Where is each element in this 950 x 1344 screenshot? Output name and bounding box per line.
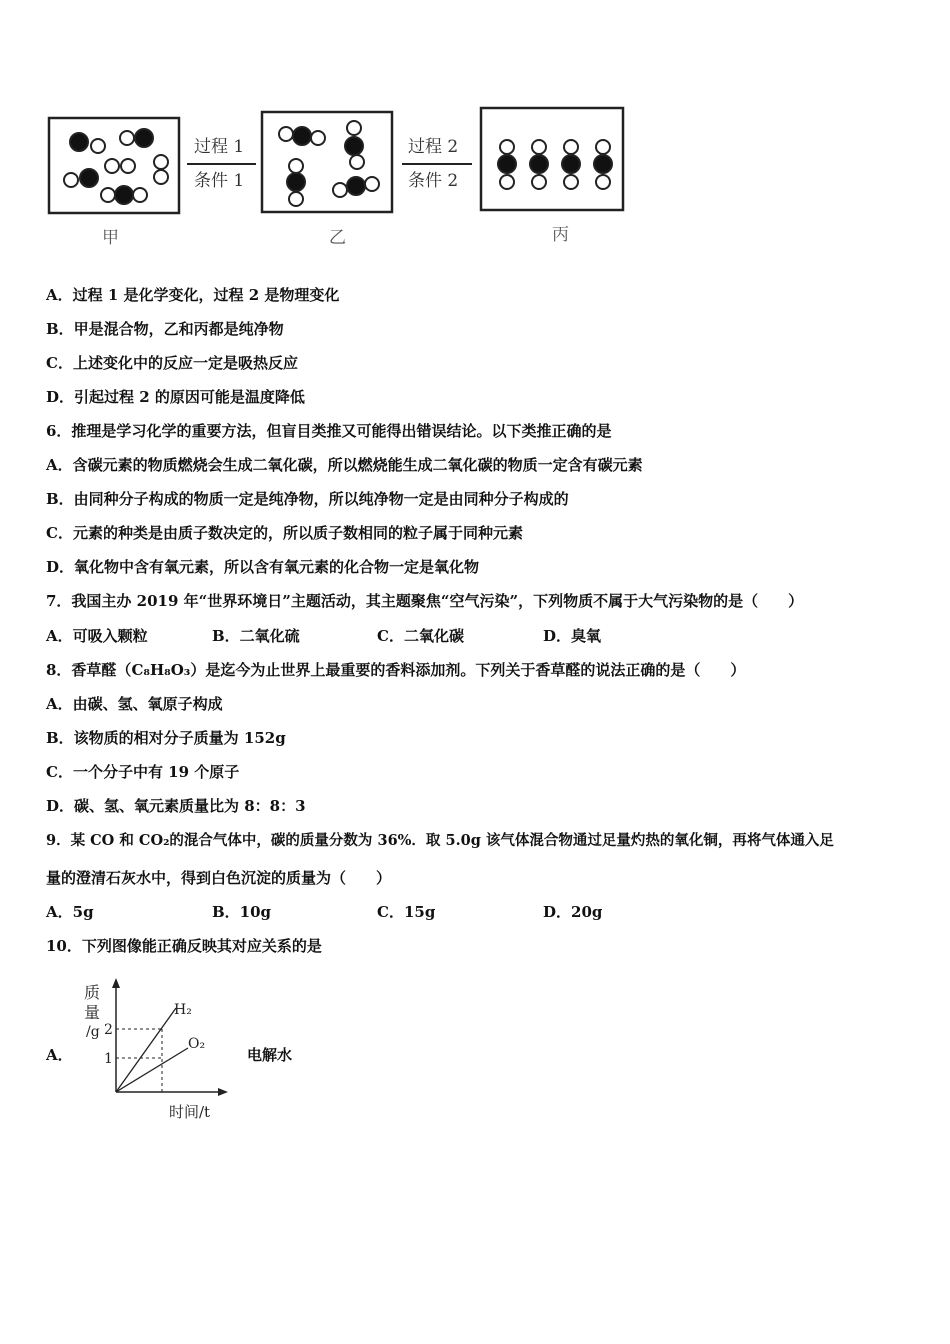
q10-stem: 10．下列图像能正确反映其对应关系的是 bbox=[46, 937, 322, 955]
condition2-label: 条件 2 bbox=[408, 171, 459, 191]
o2-line bbox=[116, 1048, 188, 1092]
q9-option-b[interactable]: B．10g bbox=[212, 903, 272, 921]
q6-option-b[interactable]: B．由同种分子构成的物质一定是纯净物，所以纯净物一定是由同种分子构成的 bbox=[46, 490, 569, 508]
condition1-label: 条件 1 bbox=[194, 171, 245, 191]
o2-label: O₂ bbox=[188, 1036, 206, 1052]
tick-1: 1 bbox=[104, 1051, 113, 1067]
q6-stem: 6．推理是学习化学的重要方法，但盲目类推又可能得出错误结论。以下类推正确的是 bbox=[46, 422, 612, 440]
q8-option-a[interactable]: A．由碳、氢、氧原子构成 bbox=[46, 695, 223, 713]
q10-option-a-label[interactable]: A． bbox=[46, 1046, 73, 1064]
q5-option-a[interactable]: A．过程 1 是化学变化，过程 2 是物理变化 bbox=[46, 286, 340, 304]
q7-option-d[interactable]: D．臭氧 bbox=[543, 627, 602, 645]
q9-option-a[interactable]: A．5g bbox=[46, 903, 94, 921]
y-label-1: 质 bbox=[84, 983, 101, 1002]
tick-2: 2 bbox=[104, 1022, 113, 1038]
box-yi bbox=[262, 112, 392, 212]
x-axis-arrow bbox=[218, 1088, 228, 1096]
process2-label: 过程 2 bbox=[408, 137, 459, 157]
q9-stem-line1: 9．某 CO 和 CO₂的混合气体中，碳的质量分数为 36%．取 5.0g 该气体混合物通过足量灼热的氧化铜，再将气体通入足 bbox=[46, 832, 834, 849]
q5-option-c[interactable]: C．上述变化中的反应一定是吸热反应 bbox=[46, 354, 298, 372]
q7-option-c[interactable]: C．二氧化碳 bbox=[377, 627, 464, 645]
y-label-unit: /g bbox=[86, 1024, 100, 1040]
q10-option-a-caption: 电解水 bbox=[247, 1046, 293, 1064]
q9-option-c[interactable]: C．15g bbox=[377, 903, 436, 921]
q9-stem-line2: 量的澄清石灰水中，得到白色沉淀的质量为（ ） bbox=[46, 869, 392, 887]
h2-line bbox=[116, 1008, 176, 1092]
molecules-bing bbox=[498, 140, 612, 189]
q8-option-c[interactable]: C．一个分子中有 19 个原子 bbox=[46, 763, 240, 781]
q8-stem: 8．香草醛（C₈H₈O₃）是迄今为止世界上最重要的香料添加剂。下列关于香草醛的说法正确的是（ ） bbox=[46, 661, 746, 679]
q7-stem: 7．我国主办 2019 年“世界环境日”主题活动，其主题聚焦“空气污染”，下列物质不属于大气污染物的是（ ） bbox=[46, 592, 804, 610]
label-yi: 乙 bbox=[329, 228, 346, 248]
label-jia: 甲 bbox=[102, 228, 119, 248]
molecules-yi bbox=[279, 121, 379, 206]
electrolysis-graph bbox=[76, 972, 236, 1122]
label-bing: 丙 bbox=[552, 225, 569, 245]
q5-option-d[interactable]: D．引起过程 2 的原因可能是温度降低 bbox=[46, 388, 305, 406]
q9-option-d[interactable]: D．20g bbox=[543, 903, 603, 921]
y-label-2: 量 bbox=[84, 1003, 101, 1022]
h2-label: H₂ bbox=[174, 1002, 192, 1018]
molecules-jia bbox=[64, 129, 168, 204]
q5-option-b[interactable]: B．甲是混合物，乙和丙都是纯净物 bbox=[46, 320, 284, 338]
process1-label: 过程 1 bbox=[194, 137, 245, 157]
q7-option-b[interactable]: B．二氧化硫 bbox=[212, 627, 300, 645]
q6-option-a[interactable]: A．含碳元素的物质燃烧会生成二氧化碳，所以燃烧能生成二氧化碳的物质一定含有碳元素 bbox=[46, 456, 643, 474]
q8-option-d[interactable]: D．碳、氢、氧元素质量比为 8：8：3 bbox=[46, 797, 306, 815]
x-label: 时间/t bbox=[169, 1103, 211, 1121]
q8-option-b[interactable]: B．该物质的相对分子质量为 152g bbox=[46, 729, 286, 747]
y-axis-arrow bbox=[112, 978, 120, 988]
q7-option-a[interactable]: A．可吸入颗粒 bbox=[46, 627, 148, 645]
molecule-diagram bbox=[44, 100, 634, 250]
q6-option-c[interactable]: C．元素的种类是由质子数决定的，所以质子数相同的粒子属于同种元素 bbox=[46, 524, 523, 542]
q6-option-d[interactable]: D．氧化物中含有氧元素，所以含有氧元素的化合物一定是氧化物 bbox=[46, 558, 480, 576]
